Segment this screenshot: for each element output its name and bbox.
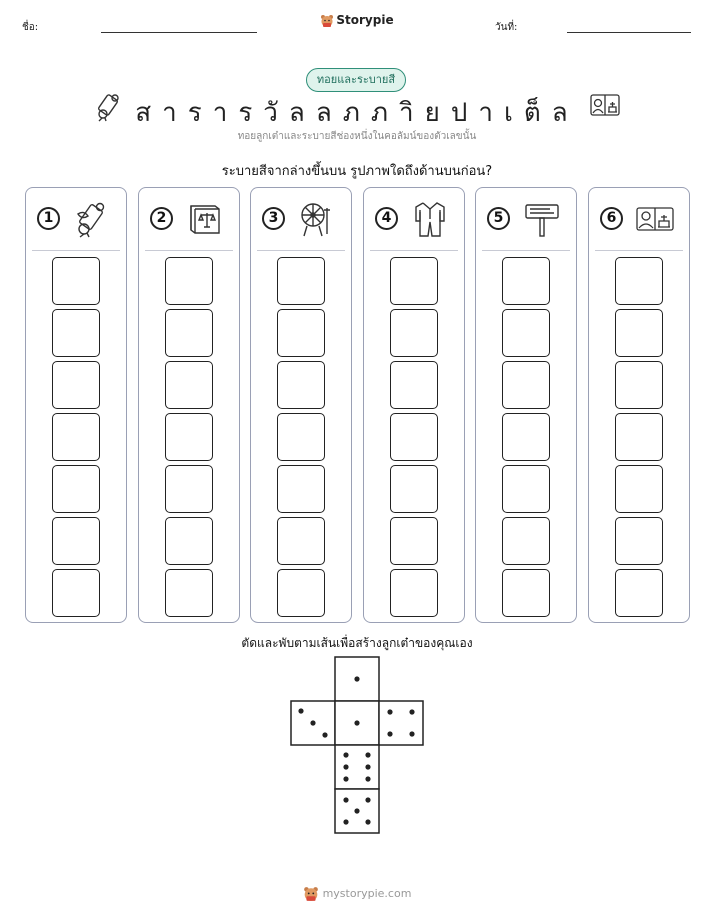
column-3 (250, 187, 352, 623)
color-cell[interactable] (165, 257, 213, 305)
bear-logo-icon (320, 14, 334, 28)
brand-name: Storypie (336, 13, 394, 27)
column-divider (257, 250, 345, 251)
color-cell[interactable] (615, 309, 663, 357)
color-cell[interactable] (165, 569, 213, 617)
color-cell[interactable] (502, 309, 550, 357)
color-cell[interactable] (615, 569, 663, 617)
dice-pip (343, 764, 348, 769)
color-cell[interactable] (52, 257, 100, 305)
color-cell[interactable] (390, 309, 438, 357)
name-line[interactable] (101, 32, 257, 33)
dice-net-caption: ตัดและพับตามเส้นเพื่อสร้างลูกเต๋าของคุณเอง (241, 636, 473, 650)
color-cell[interactable] (390, 257, 438, 305)
column-2 (138, 187, 240, 623)
color-cell[interactable] (277, 465, 325, 513)
color-cell[interactable] (390, 517, 438, 565)
column-number: 6 (600, 207, 623, 230)
dice-pip (365, 764, 370, 769)
instruction-text: ระบายสีจากล่างขึ้นบน รูปภาพใดถึงด้านบนก่อน? (221, 164, 493, 179)
color-cell[interactable] (615, 361, 663, 409)
color-cell[interactable] (502, 569, 550, 617)
color-cell[interactable] (52, 413, 100, 461)
dice-face-right (379, 701, 423, 745)
date-line[interactable] (567, 32, 691, 33)
dice-pip (354, 676, 359, 681)
scroll-icon (72, 200, 112, 238)
color-cell[interactable] (165, 361, 213, 409)
color-cell[interactable] (277, 569, 325, 617)
portrait-stamp-icon (590, 92, 620, 118)
color-cell[interactable] (277, 361, 325, 409)
color-cell[interactable] (502, 465, 550, 513)
suit-icon (410, 200, 450, 238)
color-cell[interactable] (52, 309, 100, 357)
dice-pip (365, 752, 370, 757)
signpost-icon (522, 200, 562, 238)
column-5 (475, 187, 577, 623)
color-cell[interactable] (165, 309, 213, 357)
brand-logo (0, 13, 714, 28)
color-cell[interactable] (277, 413, 325, 461)
color-cell[interactable] (52, 361, 100, 409)
dice-pip (298, 708, 303, 713)
color-cell[interactable] (502, 413, 550, 461)
page-title: สารารวัลลภภาิยปาเต็ล (135, 98, 579, 128)
dice-pip (365, 797, 370, 802)
dice-pip (354, 720, 359, 725)
color-cell[interactable] (165, 517, 213, 565)
color-cell[interactable] (277, 257, 325, 305)
dice-net[interactable] (290, 656, 426, 836)
color-cell[interactable] (390, 413, 438, 461)
footer-url (0, 886, 714, 902)
color-cell[interactable] (615, 413, 663, 461)
bear-logo-icon (303, 886, 319, 902)
dice-pip (343, 752, 348, 757)
dice-pip (343, 819, 348, 824)
color-cell[interactable] (277, 309, 325, 357)
color-cell[interactable] (52, 465, 100, 513)
dice-pip (343, 776, 348, 781)
dice-pip (343, 797, 348, 802)
color-cell[interactable] (277, 517, 325, 565)
column-number: 4 (375, 207, 398, 230)
column-divider (482, 250, 570, 251)
column-divider (145, 250, 233, 251)
column-divider (32, 250, 120, 251)
column-number: 1 (37, 207, 60, 230)
dice-pip (365, 819, 370, 824)
color-cell[interactable] (390, 465, 438, 513)
column-number: 2 (150, 207, 173, 230)
column-divider (595, 250, 683, 251)
dice-pip (387, 731, 392, 736)
dice-pip (354, 808, 359, 813)
law-book-icon (185, 200, 225, 238)
column-4 (363, 187, 465, 623)
color-cell[interactable] (52, 569, 100, 617)
column-number: 5 (487, 207, 510, 230)
dice-pip (365, 776, 370, 781)
column-number: 3 (262, 207, 285, 230)
portrait-stamp-icon (635, 200, 675, 238)
dice-face-lower (335, 745, 379, 789)
color-cell[interactable] (502, 257, 550, 305)
dice-pip (310, 720, 315, 725)
color-cell[interactable] (502, 517, 550, 565)
column-6 (588, 187, 690, 623)
color-cell[interactable] (390, 361, 438, 409)
column-divider (370, 250, 458, 251)
color-cell[interactable] (615, 517, 663, 565)
footer-link[interactable]: mystorypie.com (322, 887, 412, 900)
color-cell[interactable] (390, 569, 438, 617)
activity-badge: ทอยและระบายสี (306, 68, 406, 92)
color-cell[interactable] (165, 465, 213, 513)
page-subtitle: ทอยลูกเต๋าและระบายสีช่องหนึ่งในคอลัมน์ของตัวเลขนั้น (237, 131, 477, 142)
dice-pip (387, 709, 392, 714)
date-label: วันที่: (495, 22, 518, 33)
dice-pip (322, 732, 327, 737)
spinning-wheel-icon (297, 200, 337, 238)
color-cell[interactable] (165, 413, 213, 461)
color-cell[interactable] (615, 257, 663, 305)
column-1 (25, 187, 127, 623)
dice-pip (409, 731, 414, 736)
color-cell[interactable] (615, 465, 663, 513)
dice-pip (409, 709, 414, 714)
name-label: ชื่อ: (22, 22, 39, 33)
color-cell[interactable] (502, 361, 550, 409)
color-cell[interactable] (52, 517, 100, 565)
